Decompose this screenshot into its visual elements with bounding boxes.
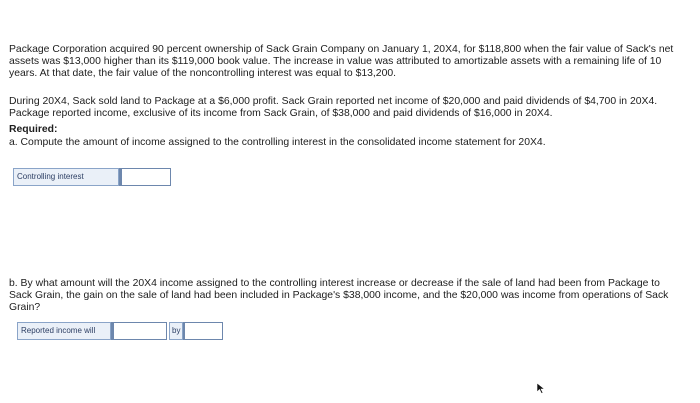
required-heading: Required:	[9, 124, 58, 135]
reported-income-label: Reported income will	[17, 322, 111, 340]
by-label: by	[169, 322, 183, 340]
controlling-interest-input[interactable]	[119, 168, 171, 186]
mouse-cursor-icon	[536, 382, 546, 394]
problem-paragraph-1: Package Corporation acquired 90 percent ownership of Sack Grain Company on January 1, 20X4, for $118,800 when the fair value of Sack's net assets was $13,000 higher than its $119,000 book value. The increase in value was attributed to amortizable assets with a remaining life of 10 years. At that date, the fair value of the noncontrolling interest was equal to $13,200.	[9, 44, 674, 79]
increase-decrease-input[interactable]	[111, 322, 167, 340]
question-b-text: b. By what amount will the 20X4 income assigned to the controlling interest increase or decrease if the sale of land had been from Package to Sack Grain, the gain on the sale of land had been included in Package's $38,000 income, and the $20,000 was income from operations of Sack Grain?	[9, 278, 669, 313]
amount-input[interactable]	[183, 322, 223, 340]
answer-a-row	[13, 168, 171, 186]
answer-b-row	[17, 322, 223, 340]
problem-paragraph-2: During 20X4, Sack sold land to Package at a $6,000 profit. Sack Grain reported net income of $20,000 and paid dividends of $4,700 in 20X4. Package reported income, exclusive of its income from Sack Grain, of $38,000 and paid dividends of $16,000 in 20X4.	[9, 96, 658, 119]
question-a-text: a. Compute the amount of income assigned to the controlling interest in the consolidated income statement for 20X4.	[9, 137, 546, 148]
controlling-interest-label: Controlling interest	[13, 168, 119, 186]
